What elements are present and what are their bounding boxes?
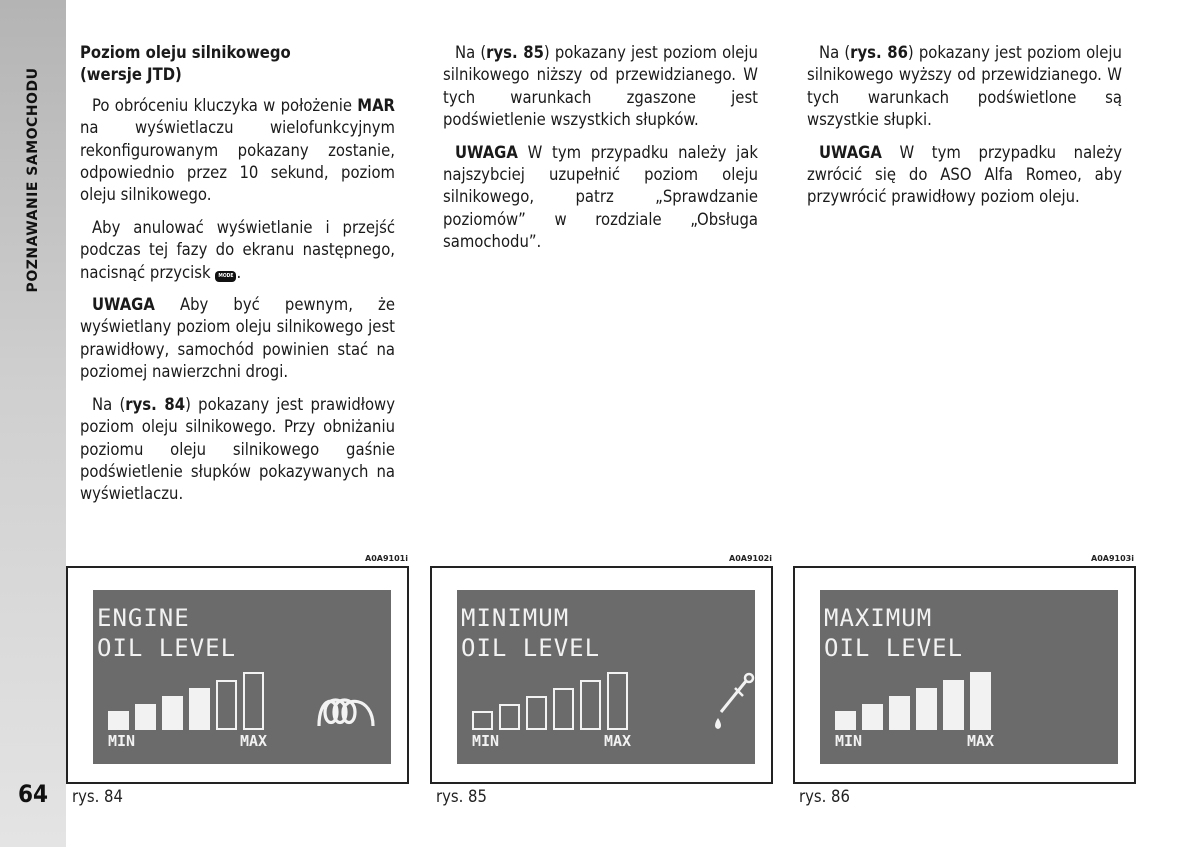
oil-level-bar <box>243 672 264 730</box>
max-label: MAX <box>240 732 268 750</box>
figure-code: A0A9101i <box>365 554 408 563</box>
oil-level-bar <box>526 696 547 730</box>
figure-code: A0A9103i <box>1091 554 1134 563</box>
oil-dipstick-icon <box>709 670 759 734</box>
display-line-1: MINIMUM <box>461 604 570 632</box>
oil-level-bars <box>108 670 308 730</box>
display-line-1: ENGINE <box>97 604 190 632</box>
figure-caption: rys. 86 <box>799 787 850 806</box>
oil-level-bar <box>835 711 856 730</box>
text-column-3 <box>807 42 1122 219</box>
max-label: MAX <box>604 732 632 750</box>
min-label: MIN <box>835 732 863 750</box>
min-label: MIN <box>472 732 500 750</box>
glow-plug-icon <box>313 686 379 732</box>
warning-paragraph: UWAGA W tym przypadku należy jak najszybciej uzupełnić poziom oleju silnikowego, patrz „Sprawdzanie poziomów” w rozdziale „Obsługa samochodu”. <box>443 142 758 252</box>
paragraph: Na (rys. 84) pokazany jest prawidłowy poziom oleju silnikowego. Przy obniżaniu poziomu oleju silnikowego gaśnie podświetlenie słupków pokazywanych na wyświetlaczu. <box>80 394 395 504</box>
page-number: 64 <box>18 780 49 808</box>
section-title: POZNAWANIE SAMOCHODU <box>25 67 41 293</box>
figure-86 <box>793 566 1136 784</box>
text-column-1 <box>80 42 395 516</box>
oil-level-bar <box>472 711 493 730</box>
display-line-1: MAXIMUM <box>824 604 933 632</box>
paragraph: Na (rys. 86) pokazany jest poziom oleju silnikowego wyższy od przewidzianego. W tych warunkach podświetlone są wszystkie słupki. <box>807 43 1122 130</box>
oil-level-bar <box>889 696 910 730</box>
oil-level-bars <box>472 670 672 730</box>
figure-code: A0A9102i <box>729 554 772 563</box>
oil-level-bar <box>862 704 883 730</box>
display-line-2: OIL LEVEL <box>97 634 237 662</box>
oil-level-bar <box>970 672 991 730</box>
mode-button-icon: MODE <box>215 271 236 282</box>
oil-level-bar <box>916 688 937 730</box>
figure-85 <box>430 566 773 784</box>
oil-level-bar <box>580 680 601 730</box>
oil-level-bar <box>553 688 574 730</box>
paragraph: Po obróceniu kluczyka w położenie MAR na wyświetlaczu wielofunkcyjnym rekonfigurowanym pokazany zostanie, odpowiednio przez 10 sekund, poziom oleju silnikowego. <box>80 95 395 205</box>
oil-level-bar <box>607 672 628 730</box>
figure-caption: rys. 85 <box>436 787 487 806</box>
display-screen <box>820 590 1118 764</box>
section-heading: Poziom oleju silnikowego (wersje JTD) <box>80 43 291 85</box>
paragraph: Aby anulować wyświetlanie i przejść podczas tej fazy do ekranu następnego, nacisnąć przycisk MODE . <box>80 217 395 282</box>
display-line-2: OIL LEVEL <box>461 634 601 662</box>
text-column-2 <box>443 42 758 264</box>
max-label: MAX <box>967 732 995 750</box>
oil-level-bar <box>135 704 156 730</box>
oil-level-bars <box>835 670 1035 730</box>
warning-paragraph: UWAGA W tym przypadku należy zwrócić się do ASO Alfa Romeo, aby przywrócić prawidłowy poziom oleju. <box>807 142 1122 207</box>
figure-caption: rys. 84 <box>72 787 123 806</box>
oil-level-bar <box>162 696 183 730</box>
oil-level-bar <box>189 688 210 730</box>
display-screen <box>457 590 755 764</box>
oil-level-bar <box>108 711 129 730</box>
oil-level-bar <box>499 704 520 730</box>
sidebar <box>0 0 66 847</box>
display-line-2: OIL LEVEL <box>824 634 964 662</box>
min-label: MIN <box>108 732 136 750</box>
figure-84 <box>66 566 409 784</box>
oil-level-bar <box>216 680 237 730</box>
display-screen <box>93 590 391 764</box>
paragraph: Na (rys. 85) pokazany jest poziom oleju silnikowego niższy od przewidzianego. W tych warunkach zgaszone jest podświetlenie wszystkich słupków. <box>443 43 758 130</box>
oil-level-bar <box>943 680 964 730</box>
warning-paragraph: UWAGA Aby być pewnym, że wyświetlany poziom oleju silnikowego jest prawidłowy, samochód powinien stać na poziomej nawierzchni drogi. <box>80 295 395 382</box>
